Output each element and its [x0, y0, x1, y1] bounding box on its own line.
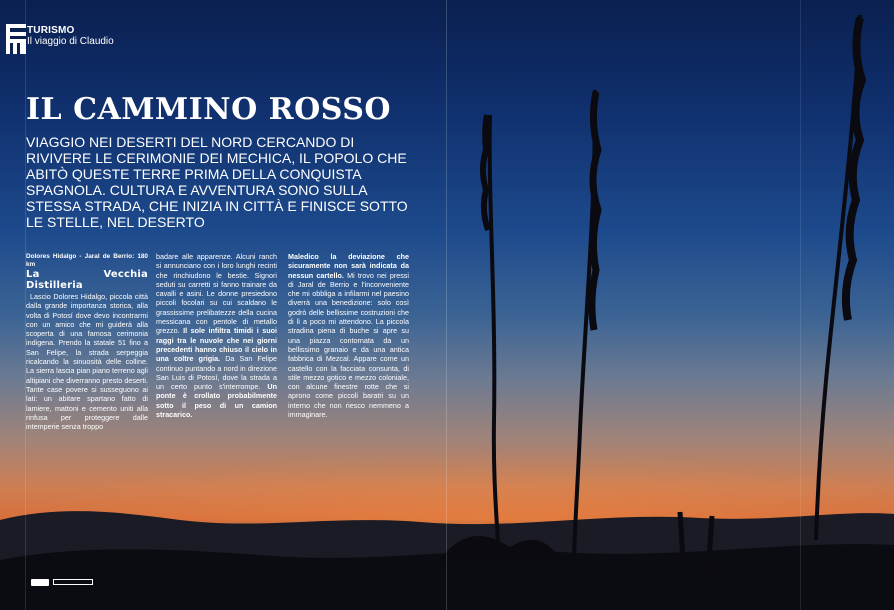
route-kicker: Dolores Hidalgo - Jaral de Berrio: 180 km	[26, 253, 148, 268]
magazine-logo	[6, 24, 26, 54]
article-subhead: La Vecchia Distilleria	[26, 269, 148, 291]
section-label	[27, 25, 114, 47]
article-headline: IL CAMMINO ROSSO	[26, 92, 392, 127]
section-name: TURISMO	[27, 25, 75, 36]
body-text-bold: Maledico la deviazione che sicuramente non sarà indicata da nessun cartello.	[288, 252, 409, 280]
body-text: badare alle apparenze. Alcuni ranch si annunciano con i loro lunghi recinti che rinchiudono le bestie. Signori seduti su carretti si fanno trainare da cavalli e asini. Le donne presiedono piccoli focolari su cui scaldano le grassissime prelibatezze della cucina messicana con pentole di metallo grezzo.	[156, 252, 277, 336]
text-column-3	[288, 252, 409, 419]
body-text-bold: Un ponte è crollato probabilmente sotto il peso di un camion stracarico.	[156, 382, 277, 420]
text-column-2	[156, 252, 277, 419]
body-paragraph: Lascio Dolores Hidalgo, piccola città dalla grande importanza storica, alla volta di Potosí dove devo incontrarmi con un amico che mi guiderà alla scoperta di una famosa cerimonia indigena. Prendo la statale 51 fino a San Felipe, la strada serpeggia ricalcando la sinuosità delle colline. La sierra lascia pian piano terreno agli altipiani che diverranno presto deserti. Tante case povere si susseguono ai lati: un abitare spartano fatto di lamiere, mattoni e cemento uniti alla rinfusa per proteggere dalle intemperie senza troppo	[26, 292, 148, 432]
plant-stalks	[440, 15, 862, 575]
frame-line	[800, 0, 801, 610]
folio-bar	[53, 579, 93, 585]
body-text: Mi trovo nei pressi di Jaral de Berrio e l'inconveniente che mi obbliga a infilarmi nel paesino diverrà una benedizione: solo così godrò delle bellissime costruzioni che di lì a poco mi attendono. La piccola stradina piena di buche si apre su una piazza contornata da un bellissimo granaio e da una antica fabbrica di Mezcal. Appare come un castello con la facciata consunta, di stile mezzo gotico e mezzo coloniale, con alcune finestre rotte che si aprono come piccoli baratri su un interno che non riesco nemmeno a immaginare.	[288, 270, 409, 420]
page-gutter	[446, 0, 447, 610]
text-column-1	[26, 253, 148, 431]
body-text-bold: Il sole infiltra timidi i suoi raggi tra le nuvole che nei giorni precedenti hanno chiuso il cielo in una coltre grigia.	[156, 326, 278, 364]
body-text: Da San Felipe continuo puntando a nord in direzione San Luis di Potosí, dove la strada a un certo punto s'interrompe.	[156, 354, 277, 392]
folio-marker	[31, 579, 49, 586]
article-standfirst: VIAGGIO NEI DESERTI DEL NORD CERCANDO DI RIVIVERE LE CERIMONIE DEI MECHICA, IL POPOLO CHE ABITÒ QUESTE TERRE PRIMA DELLA CONQUISTA SPAGNOLA. CULTURA E AVVENTURA SONO SULLA STESSA STRADA, CHE INIZIA IN CITTÀ E FINISCE SOTTO LE STELLE, NEL DESERTO	[26, 134, 408, 230]
section-series: Il viaggio di Claudio	[27, 36, 114, 47]
